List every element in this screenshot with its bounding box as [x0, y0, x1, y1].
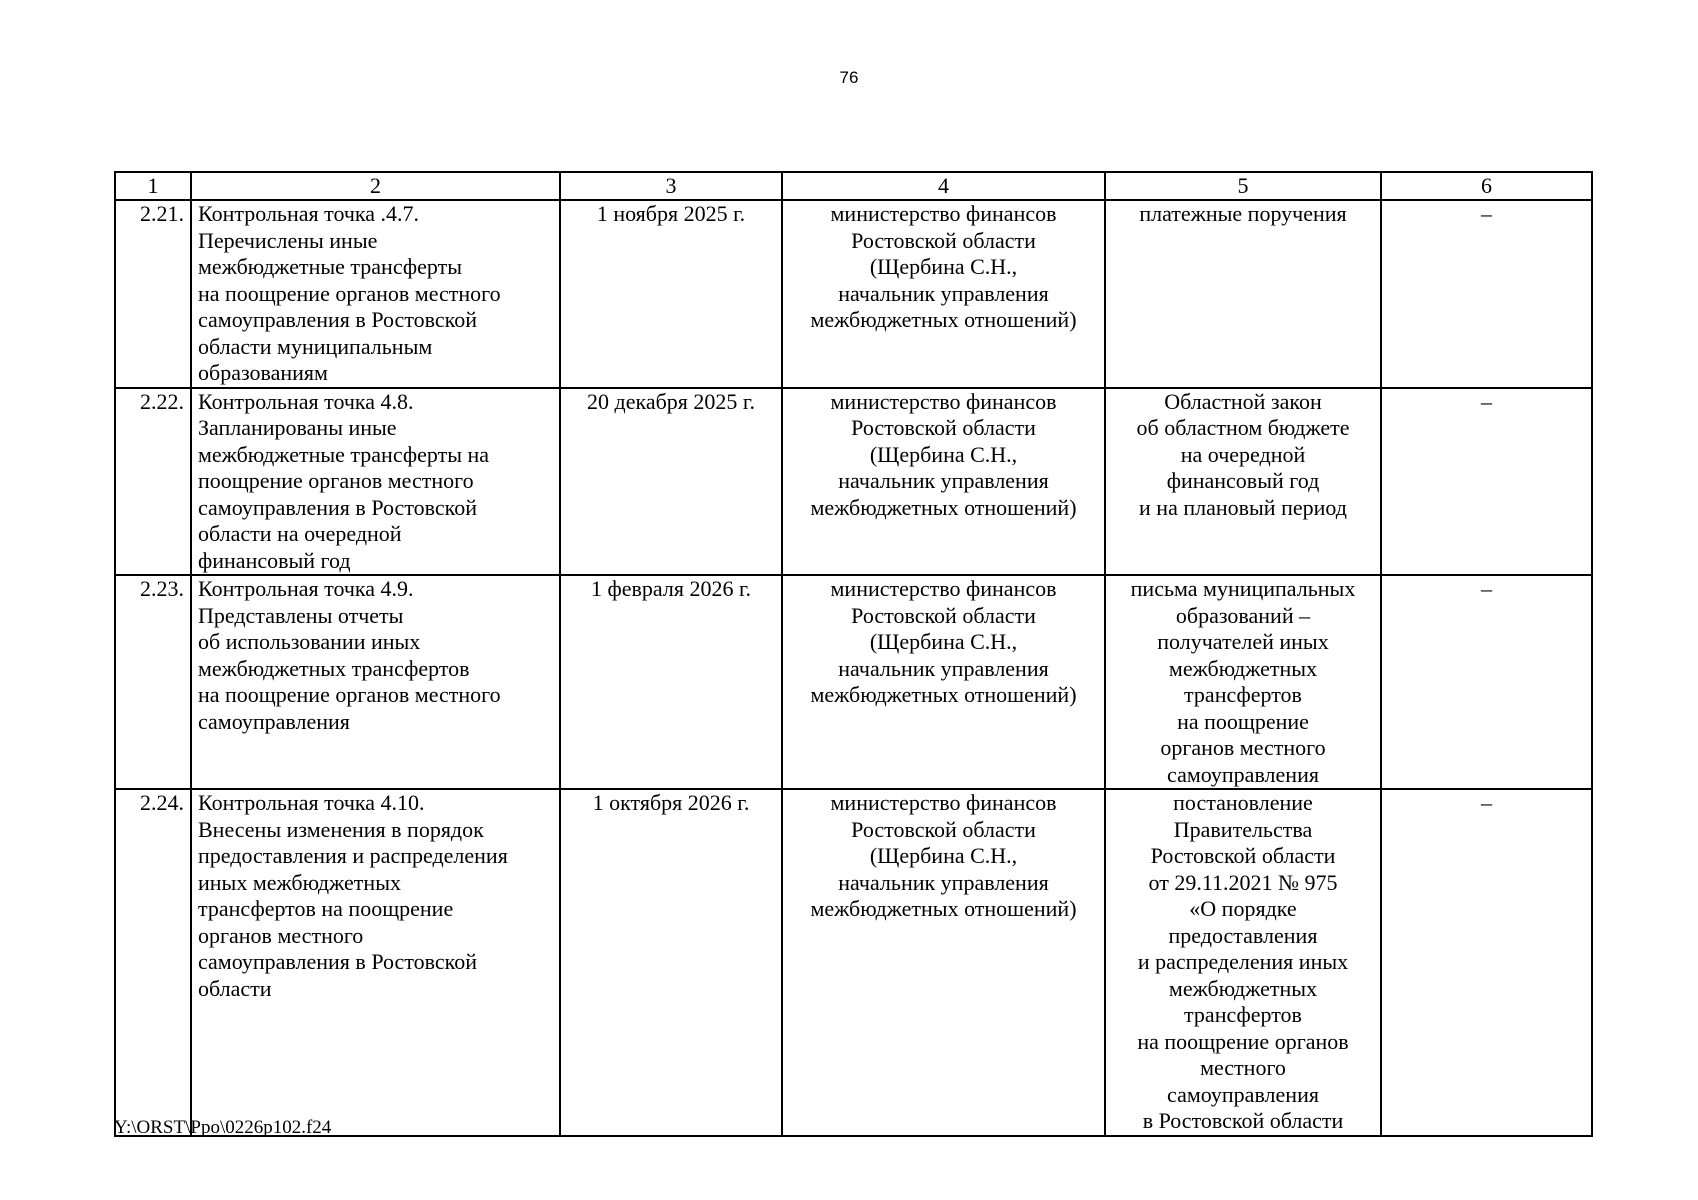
note: – [1381, 200, 1592, 388]
control-point-description: Контрольная точка 4.8. Запланированы иные межбюджетные трансферты на поощрение органов местного самоуправления в Ростовской области на очередной финансовый год [191, 388, 560, 576]
file-path-footer: Y:\ORST\Ppo\0226p102.f24 [114, 1117, 332, 1138]
control-point-description: Контрольная точка .4.7. Перечислены иные межбюджетные трансферты на поощрение органов местного самоуправления в Ростовской области муниципальным образованиям [191, 200, 560, 388]
column-header-6: 6 [1381, 172, 1592, 200]
note: – [1381, 388, 1592, 576]
row-number: 2.22. [115, 388, 191, 576]
column-header-5: 5 [1105, 172, 1381, 200]
responsible-party: министерство финансов Ростовской области (Щербина С.Н., начальник управления межбюджетных отношений) [782, 388, 1105, 576]
document-type: платежные поручения [1105, 200, 1381, 388]
note: – [1381, 575, 1592, 789]
deadline-date: 1 октября 2026 г. [560, 789, 782, 1136]
page-number: 76 [839, 68, 859, 87]
column-header-4: 4 [782, 172, 1105, 200]
table-row [115, 200, 1592, 388]
row-number: 2.21. [115, 200, 191, 388]
note: – [1381, 789, 1592, 1136]
deadline-date: 20 декабря 2025 г. [560, 388, 782, 576]
table-row [115, 575, 1592, 789]
responsible-party: министерство финансов Ростовской области (Щербина С.Н., начальник управления межбюджетных отношений) [782, 575, 1105, 789]
responsible-party: министерство финансов Ростовской области (Щербина С.Н., начальник управления межбюджетных отношений) [782, 789, 1105, 1136]
control-point-description: Контрольная точка 4.10. Внесены изменения в порядок предоставления и распределения иных межбюджетных трансфертов на поощрение органов местного самоуправления в Ростовской области [191, 789, 560, 1136]
control-point-description: Контрольная точка 4.9. Представлены отчеты об использовании иных межбюджетных трансфертов на поощрение органов местного самоуправления [191, 575, 560, 789]
deadline-date: 1 февраля 2026 г. [560, 575, 782, 789]
deadline-date: 1 ноября 2025 г. [560, 200, 782, 388]
column-header-1: 1 [115, 172, 191, 200]
row-number: 2.23. [115, 575, 191, 789]
row-number: 2.24. [115, 789, 191, 1136]
document-type: постановление Правительства Ростовской области от 29.11.2021 № 975 «О порядке предоставления и распределения иных межбюджетных трансфертов на поощрение органов местного самоуправления в Ростовской области [1105, 789, 1381, 1136]
document-type: Областной закон об областном бюджете на очередной финансовый год и на плановый период [1105, 388, 1381, 576]
column-header-3: 3 [560, 172, 782, 200]
document-type: письма муниципальных образований – получателей иных межбюджетных трансфертов на поощрение органов местного самоуправления [1105, 575, 1381, 789]
responsible-party: министерство финансов Ростовской области (Щербина С.Н., начальник управления межбюджетных отношений) [782, 200, 1105, 388]
column-header-2: 2 [191, 172, 560, 200]
table-row [115, 789, 1592, 1136]
table-header-row [115, 172, 1592, 200]
table-row [115, 388, 1592, 576]
control-points-table [114, 171, 1593, 1137]
